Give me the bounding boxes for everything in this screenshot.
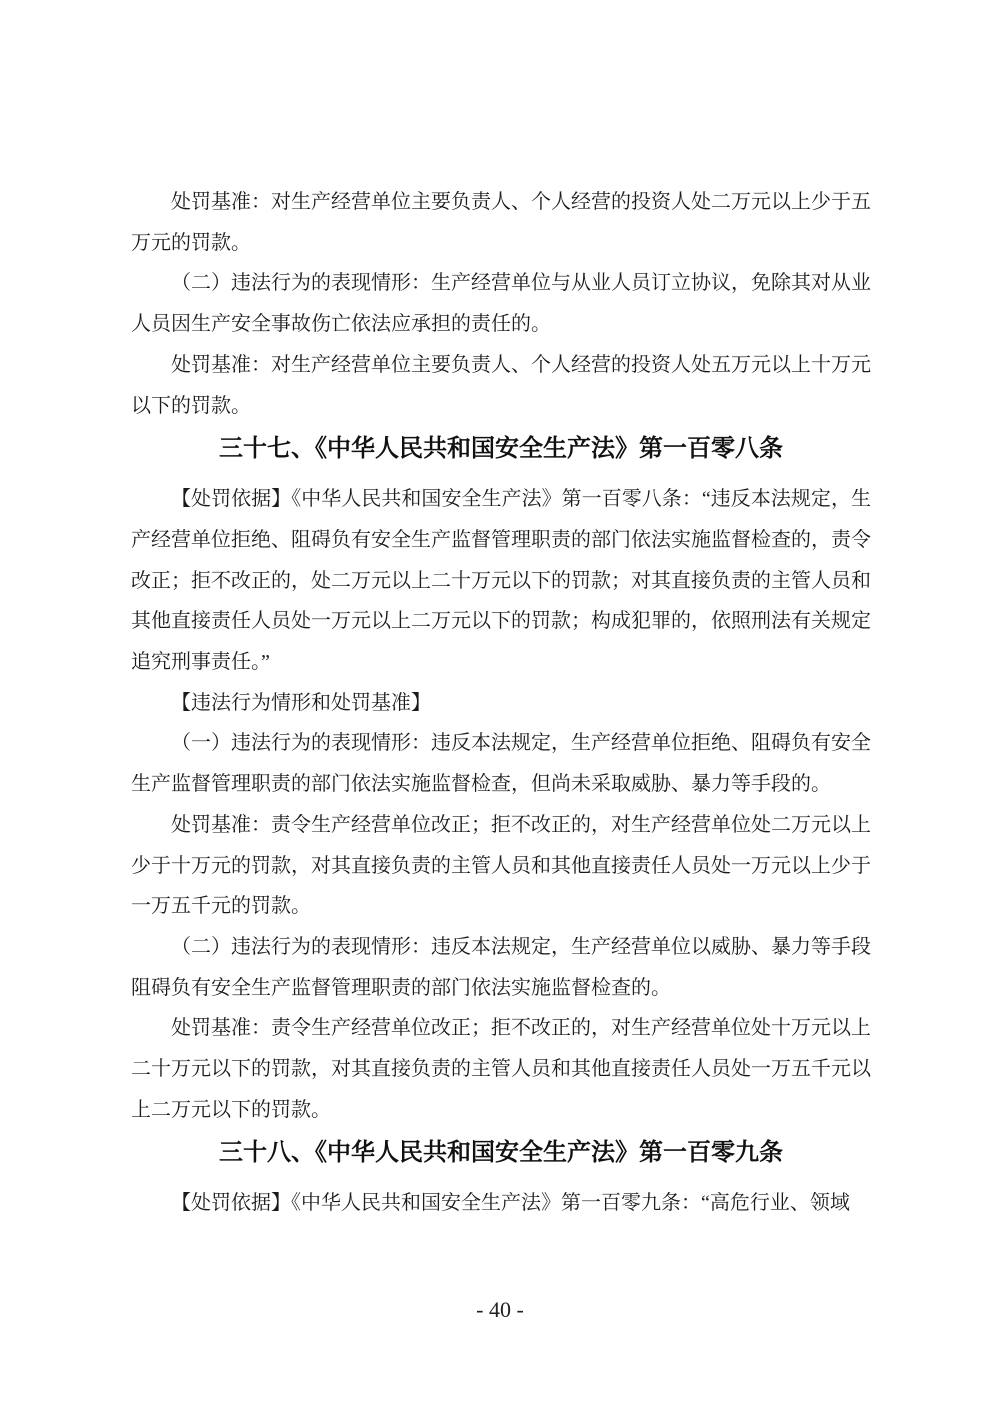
- body-paragraph: 处罚基准：责令生产经营单位改正；拒不改正的，对生产经营单位处二万元以上少于十万元的罚款，对其直接负责的主管人员和其他直接责任人员处一万元以上少于一万五千元的罚款。: [131, 813, 871, 918]
- body-paragraph: 处罚基准：责令生产经营单位改正；拒不改正的，对生产经营单位处十万元以上二十万元以下的罚款，对其直接负责的主管人员和其他直接责任人员处一万五千元以上二万元以下的罚款。: [131, 1017, 871, 1121]
- section-heading-38: 三十八、《中华人民共和国安全生产法》第一百零九条: [219, 1140, 783, 1167]
- page-footer: [0, 1295, 1000, 1325]
- body-paragraph: （二）违法行为的表现情形：生产经营单位与从业人员订立协议，免除其对从业人员因生产安全事故伤亡依法应承担的责任的。: [131, 272, 871, 336]
- body-paragraph: 【违法行为情形和处罚基准】: [171, 691, 431, 714]
- page-number: - 40 -: [476, 1297, 524, 1322]
- body-paragraph: 处罚基准：对生产经营单位主要负责人、个人经营的投资人处二万元以上少于五万元的罚款。: [131, 191, 871, 254]
- document-content: [131, 182, 871, 1224]
- body-paragraph: 【处罚依据】《中华人民共和国安全生产法》第一百零八条：“违反本法规定，生产经营单位拒绝、阻碍负有安全生产监督管理职责的部门依法实施监督检查的，责令改正；拒不改正的，处二万元以上二十万元以下的罚款；对其直接负责的主管人员和其他直接责任人员处一万元以上二万元以下的罚款；构成犯罪的，依照刑法有关规定追究刑事责任。”: [131, 488, 871, 674]
- body-paragraph: （一）违法行为的表现情形：违反本法规定，生产经营单位拒绝、阻碍负有安全生产监督管理职责的部门依法实施监督检查，但尚未采取威胁、暴力等手段的。: [131, 732, 871, 796]
- body-paragraph: （二）违法行为的表现情形：违反本法规定，生产经营单位以威胁、暴力等手段阻碍负有安全生产监督管理职责的部门依法实施监督检查的。: [131, 935, 871, 999]
- body-paragraph: 处罚基准：对生产经营单位主要负责人、个人经营的投资人处五万元以上十万元以下的罚款。: [131, 353, 871, 417]
- body-paragraph: 【处罚依据】《中华人民共和国安全生产法》第一百零九条：“高危行业、领域: [171, 1192, 850, 1215]
- section-heading-37: 三十七、《中华人民共和国安全生产法》第一百零八条: [219, 436, 783, 463]
